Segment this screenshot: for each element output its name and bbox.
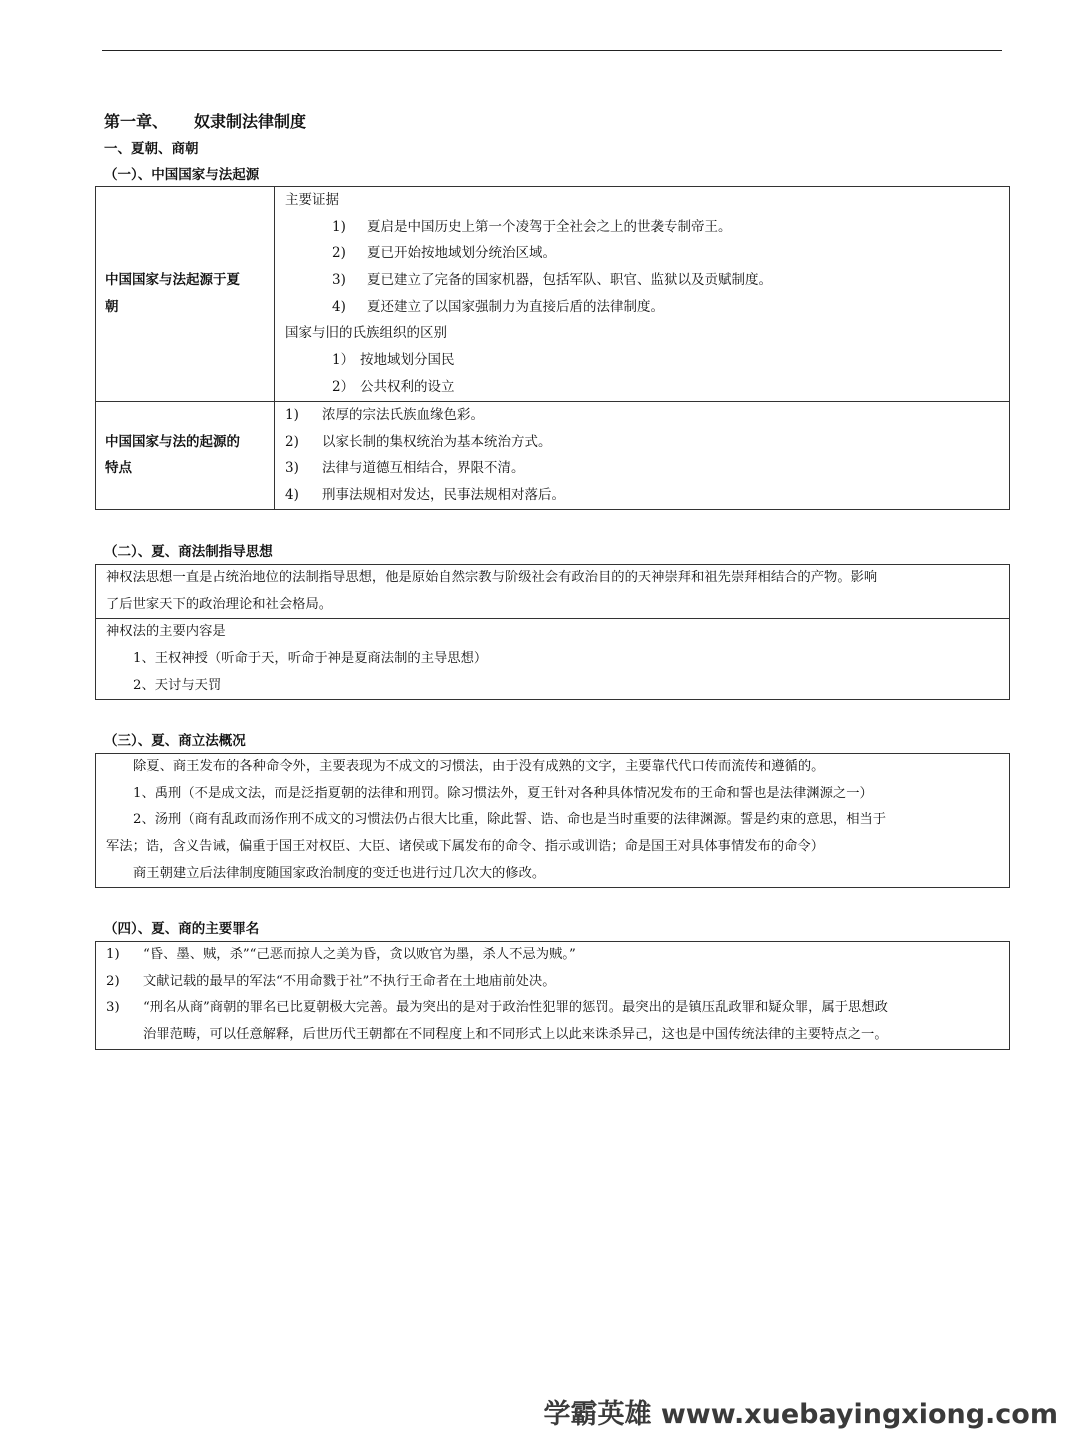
features-row-content (275, 402, 1010, 510)
chapter-title (104, 109, 306, 132)
evidence-heading: 主要证据 (285, 192, 339, 208)
theocracy-item: 2、天讨与天罚 (133, 677, 222, 693)
feature-item: 4) 刑事法规相对发达，民事法规相对落后。 (285, 487, 565, 504)
crime-item: 3) “刑名从商”商朝的罪名已比夏朝极大完善。最为突出的是对于政治性犯罪的惩罚。最突出的是镇压乱政罪和疑众罪，属于思想政 (106, 1000, 888, 1016)
evidence-item: 1) 夏启是中国历史上第一个凌驾于全社会之上的世袭专制帝王。 (332, 218, 732, 235)
chapter-name: 奴隶制法律制度 (194, 112, 307, 131)
legislation-content (96, 754, 1010, 888)
theocracy-content-row (96, 619, 1010, 700)
crime-item: 2) 文献记载的最早的军法“不用命戮于社”不执行王命者在土地庙前处决。 (106, 973, 556, 989)
chapter-label: 第一章、 (104, 112, 169, 131)
subsection-2-title: （二）、夏、商法制指导思想 (104, 544, 273, 560)
evidence-item: 2) 夏已开始按地域划分统治区域。 (332, 245, 556, 262)
legislation-line: 1、禹刑（不是成文法，而是泛指夏朝的法律和刑罚。除习惯法外，夏王针对各种具体情况发布的王命和誓也是法律渊源之一） (133, 785, 873, 801)
evidence-item: 3) 夏已建立了完备的国家机器，包括军队、职官、监狱以及贡赋制度。 (332, 272, 772, 289)
origin-label-line1: 中国国家与法起源于夏 (105, 272, 240, 289)
legislation-table (95, 753, 1010, 888)
header-rule (102, 50, 1002, 51)
feature-item: 2) 以家长制的集权统治为基本统治方式。 (285, 433, 552, 450)
feature-item: 1) 浓厚的宗法氏族血缘色彩。 (285, 407, 484, 423)
legislation-line: 2、汤刑（商有乱政而汤作刑不成文的习惯法仍占很大比重，除此誓、诰、命也是当时重要的法律渊源。誓是约束的意思，相当于 (133, 812, 887, 828)
evidence-item: 4) 夏还建立了以国家强制力为直接后盾的法律制度。 (332, 298, 664, 315)
theocracy-paragraph (96, 565, 1010, 619)
legislation-line: 军法；诰，含义告诫，偏重于国王对权臣、大臣、诸侯或下属发布的命令、指示或训诰；命是国王对具体事情发布的命令） (106, 839, 825, 855)
legislation-row (96, 754, 1010, 888)
subsection-4-title: （四）、夏、商的主要罪名 (104, 921, 260, 937)
origin-row (96, 187, 1010, 402)
guiding-thought-row (96, 565, 1010, 619)
theocracy-item: 1、王权神授（听命于天，听命于神是夏商法制的主导思想） (133, 651, 488, 667)
features-label-line1: 中国国家与法的起源的 (105, 433, 240, 450)
features-row-label (96, 402, 275, 510)
subsection-3-title: （三）、夏、商立法概况 (104, 733, 246, 749)
origin-row-content (275, 187, 1010, 402)
watermark: 学霸英雄 www.xuebayingxiong.com (543, 1399, 1058, 1430)
crime-item-continuation: 治罪范畴，可以任意解释，后世历代王朝都在不同程度上和不同形式上以此来诛杀异己，这也是中国传统法律的主要特点之一。 (143, 1027, 888, 1043)
difference-item: 2） 公共权利的设立 (332, 378, 455, 395)
origin-row-label (96, 187, 275, 402)
feature-item: 3) 法律与道德互相结合，界限不清。 (285, 460, 525, 477)
crime-item: 1) “昏、墨、贼，杀”“己恶而掠人之美为昏，贪以败官为墨，杀人不忌为贼。” (106, 947, 576, 962)
section-title: 一、夏朝、商朝 (104, 141, 199, 157)
guiding-thought-table (95, 564, 1010, 700)
difference-item: 1） 按地域划分国民 (332, 352, 455, 369)
features-label-line2: 特点 (105, 460, 132, 477)
theocracy-content-heading: 神权法的主要内容是 (106, 624, 226, 640)
crimes-table (95, 941, 1010, 1050)
theocracy-line1: 神权法思想一直是占统治地位的法制指导思想，他是原始自然宗教与阶级社会有政治目的的天神崇拜和祖先崇拜相结合的产物。影响 (106, 570, 878, 585)
crimes-content (96, 942, 1010, 1050)
features-row (96, 402, 1010, 510)
subsection-1-title: （一）、中国国家与法起源 (104, 167, 260, 183)
legislation-line: 商王朝建立后法律制度随国家政治制度的变迁也进行过几次大的修改。 (133, 865, 546, 881)
theocracy-content (96, 619, 1010, 700)
origin-table (95, 186, 1010, 510)
legislation-line: 除夏、商王发布的各种命令外，主要表现为不成文的习惯法，由于没有成熟的文字，主要靠代代口传而流传和遵循的。 (133, 759, 825, 774)
theocracy-line2: 了后世家天下的政治理论和社会格局。 (106, 596, 333, 612)
origin-label-line2: 朝 (105, 299, 119, 315)
crimes-row (96, 942, 1010, 1050)
difference-heading: 国家与旧的氏族组织的区别 (285, 325, 447, 342)
